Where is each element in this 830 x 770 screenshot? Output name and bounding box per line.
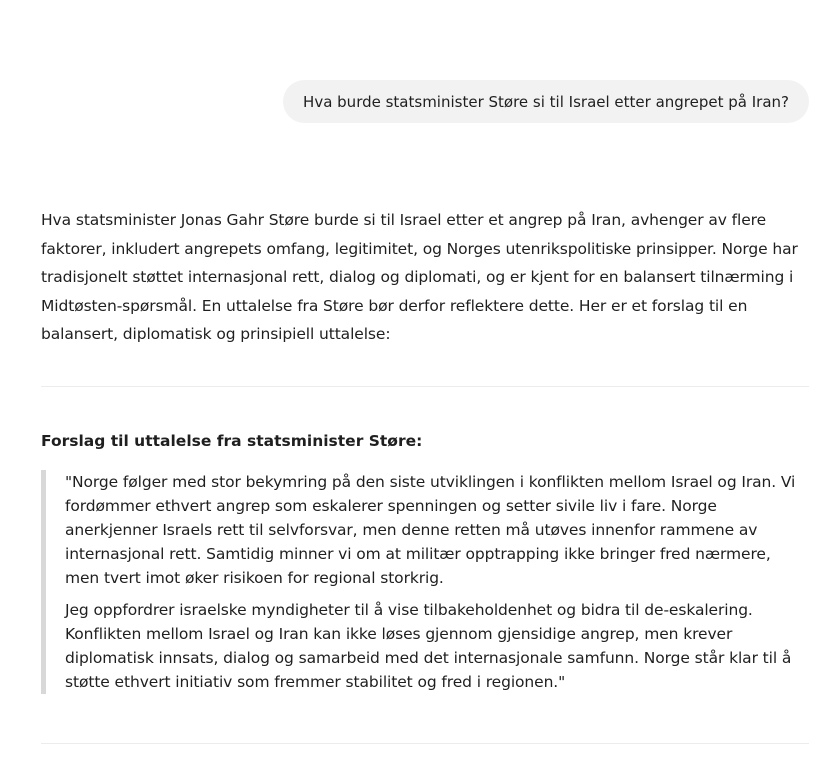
- section-divider: [41, 386, 809, 387]
- section-heading: Forslag til uttalelse fra statsminister Støre:: [41, 432, 423, 450]
- assistant-intro-paragraph: Hva statsminister Jonas Gahr Støre burde si til Israel etter et angrep på Iran, avhenger av flere faktorer, inkludert angrepets omfang, legitimitet, og Norges utenrikspolitiske prinsipper. Norge har tradisjonelt støttet internasjonal rett, dialog og diplomati, og er kjent for en balansert tilnærming i Midtøsten-spørsmål. En uttalelse fra Støre bør derfor reflektere dette. Her er et forslag til en balansert, diplomatisk og prinsipiell uttalelse:: [41, 211, 798, 343]
- user-message-bubble: [283, 80, 809, 123]
- quote-paragraph: Jeg oppfordrer israelske myndigheter til å vise tilbakeholdenhet og bidra til de-eskalering. Konflikten mellom Israel og Iran kan ikke løses gjennom gjensidige angrep, men krever diplomatisk innsats, dialog og samarbeid med det internasjonale samfunn. Norge står klar til å støtte ethvert initiativ som fremmer stabilitet og fred i regionen.": [65, 601, 792, 691]
- assistant-answer: [41, 206, 811, 349]
- statement-blockquote: [41, 470, 809, 694]
- quote-paragraph: "Norge følger med stor bekymring på den siste utviklingen i konflikten mellom Israel og Iran. Vi fordømmer ethvert angrep som eskalerer spenningen og setter sivile liv i fare. Norge anerkjenner Israels rett til selvforsvar, men denne retten må utøves innenfor rammene av internasjonal rett. Samtidig minner vi om at militær opptrapping ikke bringer fred nærmere, men tvert imot øker risikoen for regional storkrig.: [65, 473, 796, 587]
- user-message-text: Hva burde statsminister Støre si til Israel etter angrepet på Iran?: [303, 92, 789, 111]
- section-divider: [41, 743, 809, 744]
